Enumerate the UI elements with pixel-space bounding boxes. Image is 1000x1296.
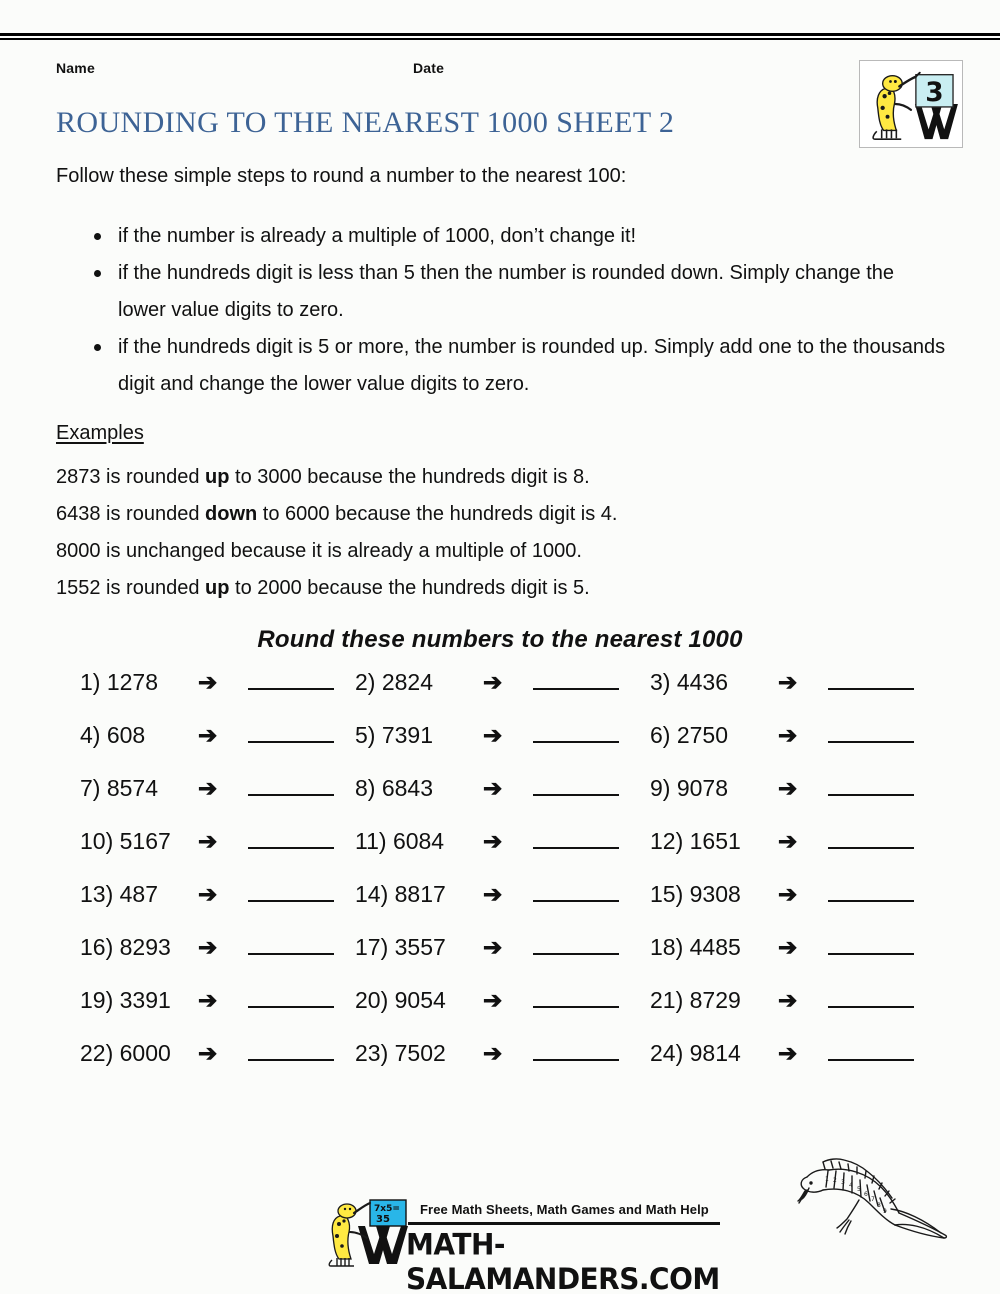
problem-number: 9) <box>650 775 671 801</box>
answer-blank[interactable] <box>828 1039 914 1061</box>
example-pre: 6438 is rounded <box>56 503 206 525</box>
problem-number: 6) <box>650 722 671 748</box>
problem-number: 15) <box>650 881 684 907</box>
problem-value: 4436 <box>676 669 729 695</box>
salamander-body-numbers <box>825 1176 887 1215</box>
examples-list <box>56 459 618 607</box>
problem-number: 4) <box>80 722 101 748</box>
salamander-decoration <box>795 1143 955 1248</box>
problem-value: 6084 <box>392 828 445 854</box>
answer-blank[interactable] <box>248 774 334 796</box>
problem-label-value <box>650 987 778 1014</box>
problem-label-value <box>650 934 778 961</box>
problem-item <box>355 721 619 749</box>
arrow-icon: ➔ <box>778 934 798 960</box>
arrow-icon: ➔ <box>778 669 798 695</box>
rule-item <box>56 329 946 403</box>
problem-number: 19) <box>80 987 114 1013</box>
problem-value: 8574 <box>106 775 159 801</box>
arrow-icon: ➔ <box>483 775 503 801</box>
name-label: Name <box>56 60 95 76</box>
problem-label-value <box>650 828 778 855</box>
answer-blank[interactable] <box>248 668 334 690</box>
problem-row <box>0 721 1000 774</box>
example-line <box>56 570 618 607</box>
problem-label-value <box>355 934 483 961</box>
problem-item <box>355 933 619 961</box>
problem-number: 20) <box>355 987 389 1013</box>
problem-number: 7) <box>80 775 101 801</box>
problem-item <box>80 827 334 855</box>
problem-label-value <box>650 881 778 908</box>
problem-label-value <box>650 669 778 696</box>
problem-label-value <box>80 1040 198 1067</box>
answer-blank[interactable] <box>828 668 914 690</box>
answer-blank[interactable] <box>533 827 619 849</box>
problem-number: 23) <box>355 1040 389 1066</box>
arrow-icon: ➔ <box>198 1040 218 1066</box>
arrow-icon: ➔ <box>778 1040 798 1066</box>
problem-item <box>80 774 334 802</box>
problem-number: 16) <box>80 934 114 960</box>
rule-item <box>56 218 946 255</box>
problem-number: 1) <box>80 669 101 695</box>
arrow-icon: ➔ <box>483 669 503 695</box>
problem-value: 9054 <box>394 987 446 1013</box>
rule-text: if the hundreds digit is 5 or more, the number is rounded up. Simply add one to the thousands digit and change the lower value digits to zero. <box>118 336 946 395</box>
arrow-icon: ➔ <box>483 934 503 960</box>
arrow-icon: ➔ <box>483 1040 503 1066</box>
problem-label-value <box>650 775 778 802</box>
svg-text:8: 8 <box>877 1202 881 1209</box>
problem-item <box>355 1039 619 1067</box>
example-pre: 8000 is unchanged because it is already a multiple of 1000. <box>56 540 582 562</box>
answer-blank[interactable] <box>828 827 914 849</box>
problem-item <box>650 933 914 961</box>
bullet-icon <box>94 270 101 277</box>
footer-divider <box>408 1222 720 1225</box>
answer-blank[interactable] <box>828 774 914 796</box>
answer-blank[interactable] <box>828 880 914 902</box>
problem-value: 9814 <box>689 1040 741 1066</box>
problem-item <box>80 933 334 961</box>
problem-item <box>650 880 914 908</box>
answer-blank[interactable] <box>533 721 619 743</box>
problem-value: 6000 <box>119 1040 171 1066</box>
problem-value: 8293 <box>119 934 171 960</box>
problem-item <box>650 827 914 855</box>
border-line-thin <box>0 38 1000 40</box>
answer-blank[interactable] <box>828 986 914 1008</box>
problem-item <box>80 986 334 1014</box>
problem-label-value <box>355 1040 483 1067</box>
answer-blank[interactable] <box>533 880 619 902</box>
arrow-icon: ➔ <box>778 828 798 854</box>
answer-blank[interactable] <box>248 1039 334 1061</box>
footer-logo <box>320 1196 720 1296</box>
answer-blank[interactable] <box>828 933 914 955</box>
problem-row <box>0 986 1000 1039</box>
problem-label-value <box>80 987 198 1014</box>
problem-item <box>355 668 619 696</box>
problem-number: 10) <box>80 828 114 854</box>
rule-text: if the number is already a multiple of 1000, don’t change it! <box>118 225 637 247</box>
problem-value: 5167 <box>119 828 171 854</box>
problem-number: 8) <box>355 775 376 801</box>
problem-item <box>355 880 619 908</box>
problem-number: 12) <box>650 828 684 854</box>
svg-text:3: 3 <box>925 78 944 109</box>
arrow-icon: ➔ <box>198 881 218 907</box>
svg-text:7x5=: 7x5= <box>374 1204 400 1214</box>
problem-item <box>650 774 914 802</box>
arrow-icon: ➔ <box>198 987 218 1013</box>
problem-label-value <box>355 828 483 855</box>
arrow-icon: ➔ <box>778 881 798 907</box>
problem-value: 4485 <box>689 934 741 960</box>
answer-blank[interactable] <box>828 721 914 743</box>
footer-site-url[interactable]: MATH-SALAMANDERS.COM <box>406 1227 720 1296</box>
arrow-icon: ➔ <box>198 828 218 854</box>
problem-label-value <box>355 775 483 802</box>
arrow-icon: ➔ <box>198 722 218 748</box>
answer-blank[interactable] <box>533 933 619 955</box>
problem-label-value <box>355 722 483 749</box>
problem-label-value <box>650 722 778 749</box>
arrow-icon: ➔ <box>198 775 218 801</box>
page-top-border <box>0 33 1000 43</box>
problem-row <box>0 774 1000 827</box>
page-title: ROUNDING TO THE NEAREST 1000 SHEET 2 <box>56 106 675 139</box>
problem-number: 22) <box>80 1040 114 1066</box>
problem-row <box>0 933 1000 986</box>
problem-item <box>80 1039 334 1067</box>
footer-tagline: Free Math Sheets, Math Games and Math Help <box>420 1202 709 1217</box>
problem-number: 14) <box>355 881 389 907</box>
bullet-icon <box>94 233 101 240</box>
arrow-icon: ➔ <box>483 987 503 1013</box>
problem-number: 17) <box>355 934 389 960</box>
problem-label-value <box>80 775 198 802</box>
problem-row <box>0 880 1000 933</box>
problem-value: 8817 <box>394 881 446 907</box>
problem-item <box>80 668 334 696</box>
problem-value: 9308 <box>689 881 741 907</box>
example-emphasis: down <box>205 503 258 525</box>
rule-text: if the hundreds digit is less than 5 then the number is rounded down. Simply change the lower value digits to zero. <box>118 262 895 321</box>
example-line <box>56 533 618 570</box>
date-label: Date <box>413 60 445 76</box>
problem-number: 5) <box>355 722 376 748</box>
problem-label-value <box>80 881 198 908</box>
problem-value: 7391 <box>381 722 434 748</box>
problem-item <box>355 986 619 1014</box>
svg-text:5: 5 <box>857 1186 861 1193</box>
example-post: to 2000 because the hundreds digit is 5. <box>229 577 590 599</box>
problem-number: 11) <box>355 828 387 854</box>
problem-value: 487 <box>119 881 159 907</box>
svg-text:4: 4 <box>849 1182 853 1189</box>
problem-value: 3391 <box>119 987 171 1013</box>
problem-value: 3557 <box>394 934 446 960</box>
problem-label-value <box>80 828 198 855</box>
example-pre: 2873 is rounded <box>56 466 206 488</box>
arrow-icon: ➔ <box>198 934 218 960</box>
problem-value: 1651 <box>689 828 741 854</box>
problem-value: 8729 <box>689 987 741 1013</box>
problem-item <box>650 668 914 696</box>
svg-text:7: 7 <box>871 1196 875 1203</box>
problem-item <box>650 721 914 749</box>
svg-text:1: 1 <box>825 1176 829 1183</box>
arrow-icon: ➔ <box>483 722 503 748</box>
arrow-icon: ➔ <box>483 828 503 854</box>
problem-item <box>80 721 334 749</box>
problem-item <box>80 880 334 908</box>
problem-item <box>355 827 619 855</box>
answer-blank[interactable] <box>248 933 334 955</box>
problem-label-value <box>355 881 483 908</box>
example-post: to 6000 because the hundreds digit is 4. <box>257 503 618 525</box>
problem-value: 1278 <box>106 669 159 695</box>
rule-item <box>56 255 946 329</box>
answer-blank[interactable] <box>248 827 334 849</box>
arrow-icon: ➔ <box>198 669 218 695</box>
answer-blank[interactable] <box>533 1039 619 1061</box>
problem-item <box>650 1039 914 1067</box>
problem-number: 13) <box>80 881 114 907</box>
problem-number: 21) <box>650 987 684 1013</box>
problem-label-value <box>80 669 198 696</box>
problem-value: 7502 <box>394 1040 446 1066</box>
salamander-grade-badge-icon <box>860 61 962 147</box>
example-post: to 3000 because the hundreds digit is 8. <box>229 466 590 488</box>
problem-value: 608 <box>106 722 146 748</box>
arrow-icon: ➔ <box>778 722 798 748</box>
answer-blank[interactable] <box>248 721 334 743</box>
arrow-icon: ➔ <box>778 775 798 801</box>
rules-list <box>56 218 946 403</box>
example-emphasis: up <box>205 466 230 488</box>
salamander-outline-icon <box>795 1143 955 1248</box>
arrow-icon: ➔ <box>483 881 503 907</box>
answer-blank[interactable] <box>533 774 619 796</box>
arrow-icon: ➔ <box>778 987 798 1013</box>
border-line-thick <box>0 33 1000 36</box>
bullet-icon <box>94 344 101 351</box>
problem-item <box>355 774 619 802</box>
problem-label-value <box>650 1040 778 1067</box>
problem-label-value <box>80 934 198 961</box>
example-emphasis: up <box>205 577 230 599</box>
problem-row <box>0 668 1000 721</box>
answer-blank[interactable] <box>248 986 334 1008</box>
problem-row <box>0 827 1000 880</box>
grade-badge <box>859 60 963 148</box>
examples-heading: Examples <box>56 422 144 444</box>
problem-label-value <box>355 669 483 696</box>
svg-text:2: 2 <box>833 1177 837 1184</box>
problem-grid <box>0 668 1000 1092</box>
svg-text:3: 3 <box>841 1179 845 1186</box>
example-line <box>56 496 618 533</box>
problem-row <box>0 1039 1000 1092</box>
answer-blank[interactable] <box>533 668 619 690</box>
problem-value: 9078 <box>676 775 729 801</box>
problem-value: 2750 <box>676 722 729 748</box>
problem-label-value <box>80 722 198 749</box>
exercise-heading: Round these numbers to the nearest 1000 <box>257 626 743 653</box>
svg-text:35: 35 <box>376 1214 390 1225</box>
problem-value: 2824 <box>381 669 434 695</box>
problem-number: 18) <box>650 934 684 960</box>
answer-blank[interactable] <box>533 986 619 1008</box>
problem-item <box>650 986 914 1014</box>
example-pre: 1552 is rounded <box>56 577 206 599</box>
answer-blank[interactable] <box>248 880 334 902</box>
problem-label-value <box>355 987 483 1014</box>
problem-number: 24) <box>650 1040 684 1066</box>
problem-number: 2) <box>355 669 376 695</box>
example-line <box>56 459 618 496</box>
svg-text:6: 6 <box>864 1191 868 1198</box>
intro-text: Follow these simple steps to round a number to the nearest 100: <box>56 165 627 187</box>
problem-number: 3) <box>650 669 671 695</box>
problem-value: 6843 <box>381 775 434 801</box>
svg-text:9: 9 <box>883 1208 887 1215</box>
